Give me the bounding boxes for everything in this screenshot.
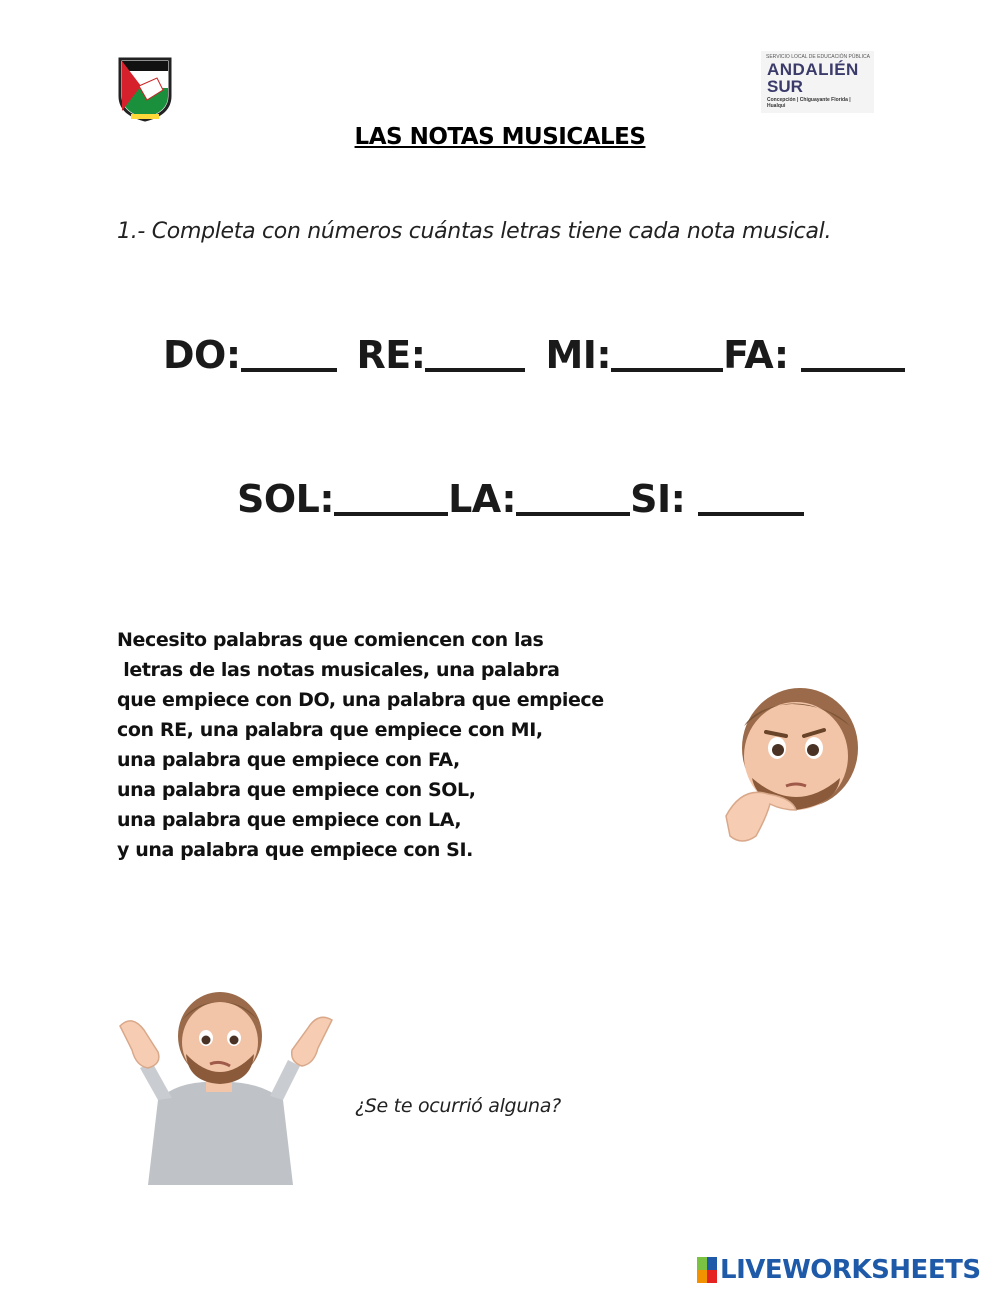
note-la: [448, 477, 630, 521]
page-title: LAS NOTAS MUSICALES: [354, 124, 646, 150]
paragraph-line: Necesito palabras que comiencen con las: [117, 629, 544, 651]
paragraph-line: que empiece con DO, una palabra que empiece: [117, 689, 604, 711]
paragraph-line: una palabra que empiece con SOL,: [117, 779, 476, 801]
paragraph-line: y una palabra que empiece con SI.: [117, 839, 473, 861]
note-do: [163, 333, 337, 377]
answer-blank[interactable]: [516, 508, 630, 516]
shrugging-memoji-icon: [118, 990, 338, 1190]
answer-blank[interactable]: [425, 364, 525, 372]
paragraph-line: letras de las notas musicales, una palabra: [117, 659, 560, 681]
answer-blank[interactable]: [241, 364, 337, 372]
note-label: SOL:: [237, 477, 335, 521]
liveworksheets-logo: [697, 1255, 981, 1285]
note-label: RE:: [356, 333, 426, 377]
paragraph-line: una palabra que empiece con LA,: [117, 809, 462, 831]
note-label: DO:: [163, 333, 241, 377]
paragraph-line: con RE, una palabra que empiece con MI,: [117, 719, 543, 741]
paragraph-line: una palabra que empiece con FA,: [117, 749, 460, 771]
andalien-communes: Concepción | Chiguayante Florida | Hualqui: [767, 97, 851, 109]
liveworksheets-brand: LIVEWORKSHEETS: [720, 1255, 981, 1285]
answer-blank[interactable]: [611, 364, 723, 372]
andalien-tagline: SERVICIO LOCAL DE EDUCACIÓN PÚBLICA: [766, 54, 870, 60]
liveworksheets-badge-icon: [697, 1257, 717, 1283]
prompt-paragraph: [117, 625, 604, 865]
thinking-memoji-icon: [722, 686, 862, 856]
andalien-word: ANDALIÉN: [767, 60, 859, 79]
answer-blank[interactable]: [801, 364, 905, 372]
note-fa: [723, 333, 905, 377]
instruction-text: 1.- Completa con números cuántas letras tiene cada nota musical.: [117, 219, 832, 244]
andalien-sur-word: SUR: [767, 77, 803, 96]
andalien-sur-logo: [761, 51, 874, 113]
school-logo: [117, 56, 173, 122]
notes-row-1: [163, 333, 905, 377]
note-mi: [545, 333, 723, 377]
note-sol: [237, 477, 448, 521]
answer-blank[interactable]: [698, 508, 804, 516]
note-label: FA:: [723, 333, 802, 377]
note-re: [357, 333, 526, 377]
notes-row-2: [237, 477, 804, 521]
note-label: LA:: [448, 477, 517, 521]
note-label: MI:: [545, 333, 612, 377]
note-label: SI:: [630, 477, 699, 521]
question-text: ¿Se te ocurrió alguna?: [355, 1095, 561, 1117]
note-si: [630, 477, 804, 521]
answer-blank[interactable]: [334, 508, 448, 516]
